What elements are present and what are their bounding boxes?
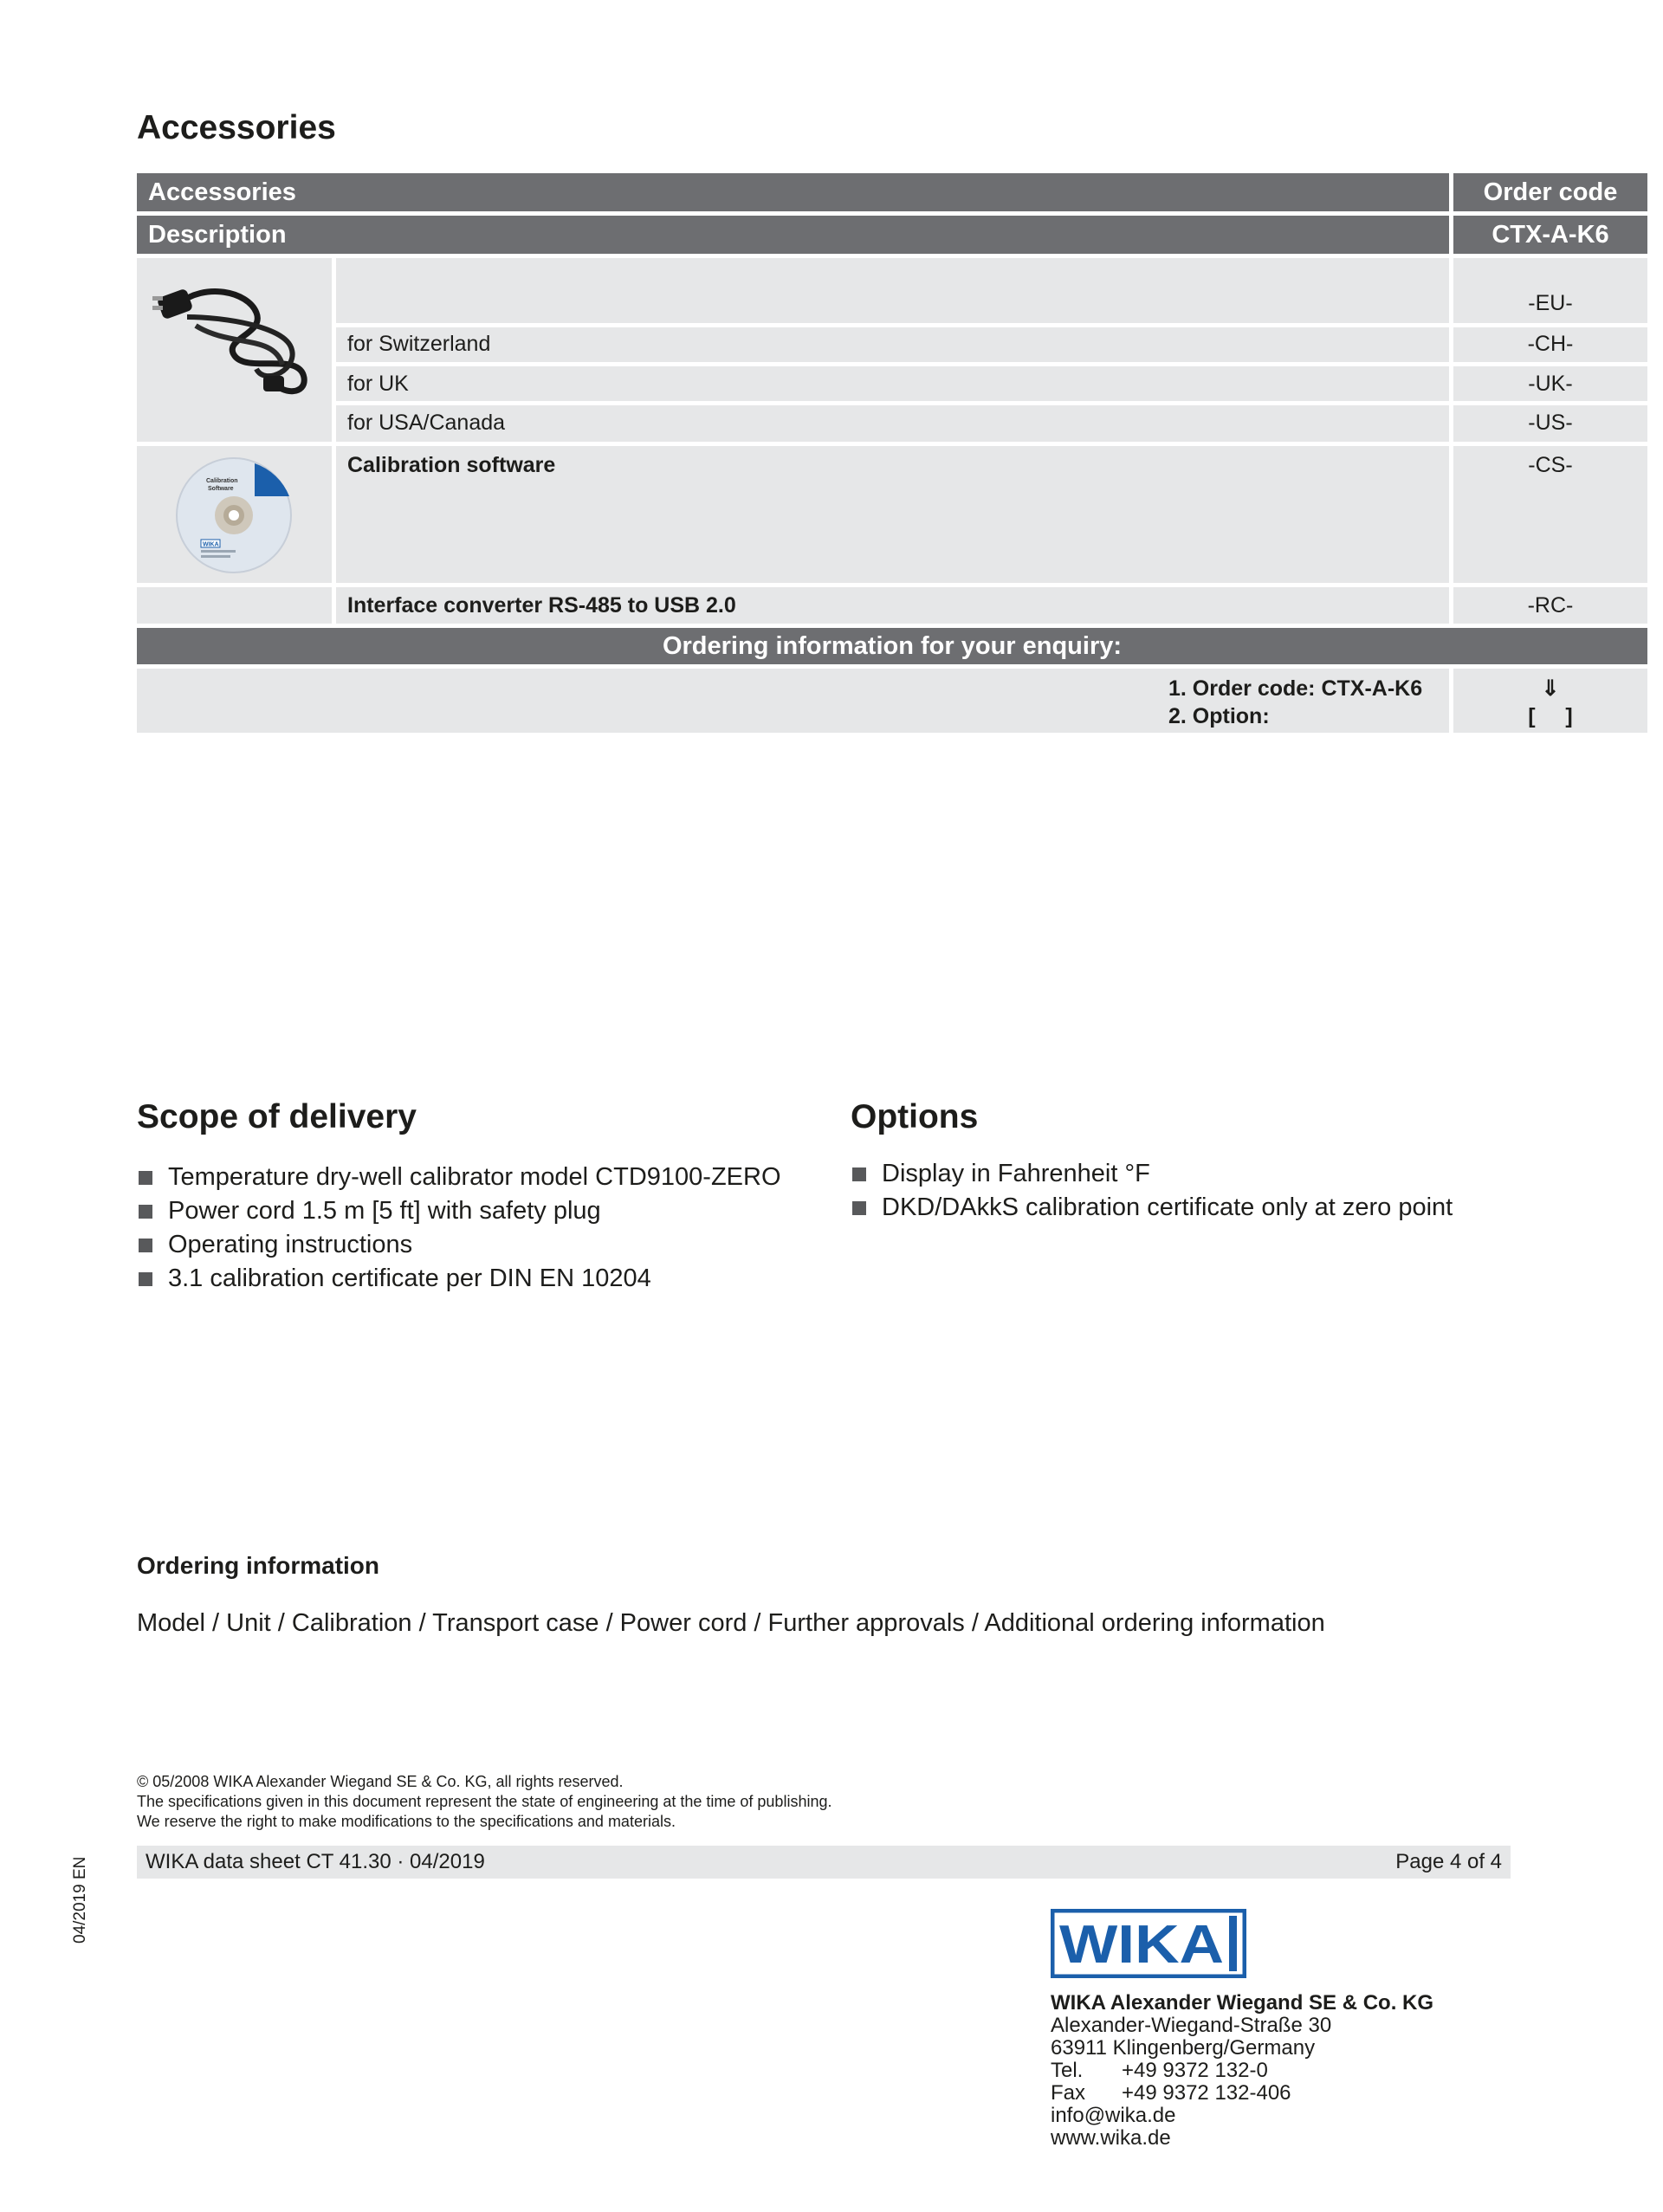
company-city: 63911 Klingenberg/Germany xyxy=(1051,2036,1316,2060)
option-item-text: DKD/DAkkS calibration certificate only at zero point xyxy=(882,1193,1453,1221)
ordering-symbol-1: ⇓ xyxy=(1541,676,1560,701)
power-cord-eu-code: -EU- xyxy=(1528,291,1573,315)
legal-notice xyxy=(137,1772,832,1832)
tel-label: Tel. xyxy=(1051,2059,1084,2082)
power-cord-ch-label: for Switzerland xyxy=(347,332,491,356)
square-bullet-icon xyxy=(139,1239,152,1252)
legal-line: We reserve the right to make modifications to the specifications and materials. xyxy=(137,1813,676,1830)
converter-row xyxy=(137,587,1574,624)
power-cord-us-label: for USA/Canada xyxy=(347,411,506,435)
scope-item xyxy=(137,1161,830,1194)
options-list xyxy=(851,1157,1509,1225)
company-street: Alexander-Wiegand-Straße 30 xyxy=(1051,2014,1332,2037)
power-cord-uk-code-cell xyxy=(1453,366,1647,401)
square-bullet-icon xyxy=(852,1167,866,1181)
power-cord-ch-cell xyxy=(336,327,1449,362)
scope-item xyxy=(137,1228,830,1262)
software-title: Calibration software xyxy=(347,453,556,477)
fax-number: +49 9372 132-406 xyxy=(1122,2081,1291,2105)
cd-label-1: Calibration xyxy=(206,478,238,484)
wika-logo-text: WIKA xyxy=(1059,1915,1224,1975)
power-cord-uk-label: for UK xyxy=(347,372,409,396)
ordering-lines-row xyxy=(137,669,1573,733)
fax-label: Fax xyxy=(1051,2081,1086,2105)
power-cord-image-cell xyxy=(137,258,332,442)
power-cord-us-code: -US- xyxy=(1528,411,1573,435)
scope-item xyxy=(137,1262,830,1296)
power-cord-us-cell xyxy=(336,405,1449,442)
ordering-line-1: 1. Order code: CTX-A-K6 xyxy=(1168,676,1423,701)
software-desc-cell xyxy=(336,446,1449,583)
converter-code: -RC- xyxy=(1527,593,1574,618)
software-code-cell xyxy=(1453,446,1647,583)
software-image-cell xyxy=(137,446,332,583)
power-cord-uk-cell xyxy=(336,366,1449,401)
ordering-lines-text xyxy=(1168,675,1428,730)
scope-item-text: 3.1 calibration certificate per DIN EN 10204 xyxy=(168,1264,651,1292)
company-tel xyxy=(1051,2060,1433,2082)
converter-desc-cell xyxy=(336,587,1449,624)
ordering-info-header: Ordering information for your enquiry: xyxy=(137,628,1647,664)
header-code-value: CTX-A-K6 xyxy=(1453,216,1647,254)
scope-heading: Scope of delivery xyxy=(137,1098,417,1135)
datasheet-id: WIKA data sheet CT 41.30 · 04/2019 xyxy=(146,1850,485,1873)
power-cord-eu-code-cell xyxy=(1453,258,1647,323)
option-item xyxy=(851,1157,1509,1191)
options-heading: Options xyxy=(851,1098,979,1135)
ordering-lines-cell xyxy=(137,669,1449,733)
header-order-code: Order code xyxy=(1453,173,1647,211)
scope-item-text: Operating instructions xyxy=(168,1231,413,1258)
square-bullet-icon xyxy=(139,1171,152,1185)
page-number: Page 4 of 4 xyxy=(1395,1850,1502,1873)
converter-image-cell xyxy=(137,587,332,624)
software-code: -CS- xyxy=(1528,453,1573,477)
square-bullet-icon xyxy=(139,1272,152,1286)
wika-logo xyxy=(1051,1909,1246,1978)
power-cord-uk-code: -UK- xyxy=(1528,372,1573,396)
footer-bar xyxy=(137,1846,1511,1879)
scope-item-text: Power cord 1.5 m [5 ft] with safety plug xyxy=(168,1197,601,1225)
legal-line: The specifications given in this document represent the state of engineering at the time of publishing. xyxy=(137,1793,832,1810)
ordering-line-2: 2. Option: xyxy=(1168,704,1270,728)
table-header-row xyxy=(137,173,1618,211)
ordering-info-text: Model / Unit / Calibration / Transport case / Power cord / Further approvals / Additional ordering information xyxy=(137,1609,1325,1637)
accessories-heading: Accessories xyxy=(137,109,336,146)
ordering-info-heading: Ordering information xyxy=(137,1552,379,1579)
power-cord-eu-cell xyxy=(336,258,1449,323)
ordering-symbol-2: [ ] xyxy=(1528,704,1573,728)
power-cord-ch-code-cell xyxy=(1453,327,1647,362)
power-cord-image xyxy=(152,265,317,404)
company-name: WIKA Alexander Wiegand SE & Co. KG xyxy=(1051,1991,1434,2015)
legal-line: © 05/2008 WIKA Alexander Wiegand SE & Co. KG, all rights reserved. xyxy=(137,1773,624,1790)
power-cord-block xyxy=(137,258,1574,442)
square-bullet-icon xyxy=(139,1205,152,1219)
option-item xyxy=(851,1191,1509,1225)
header-description: Description xyxy=(137,216,1449,254)
side-date-text: 04/2019 EN xyxy=(71,1856,89,1944)
converter-title: Interface converter RS-485 to USB 2.0 xyxy=(347,593,736,618)
option-item-text: Display in Fahrenheit °F xyxy=(882,1160,1150,1187)
scope-item-text: Temperature dry-well calibrator model CTD9100-ZERO xyxy=(168,1163,781,1191)
power-cord-ch-code: -CH- xyxy=(1527,332,1574,356)
power-cord-us-code-cell xyxy=(1453,405,1647,442)
cd-brand: WIKA xyxy=(203,541,219,548)
scope-list xyxy=(137,1161,830,1296)
square-bullet-icon xyxy=(852,1201,866,1215)
header-accessories: Accessories xyxy=(137,173,1449,211)
software-row xyxy=(137,446,1573,583)
company-email[interactable]: info@wika.de xyxy=(1051,2104,1176,2127)
company-fax xyxy=(1051,2082,1433,2105)
company-address xyxy=(1051,1992,1433,2150)
table-subheader-row xyxy=(137,216,1609,254)
tel-number: +49 9372 132-0 xyxy=(1122,2059,1268,2082)
company-website[interactable]: www.wika.de xyxy=(1051,2126,1171,2150)
cd-label-2: Software xyxy=(208,486,234,492)
scope-item xyxy=(137,1194,830,1228)
side-date-label xyxy=(71,1857,90,1944)
software-cd-image xyxy=(171,455,300,576)
converter-code-cell xyxy=(1453,587,1647,624)
ordering-symbols-cell xyxy=(1453,669,1647,733)
